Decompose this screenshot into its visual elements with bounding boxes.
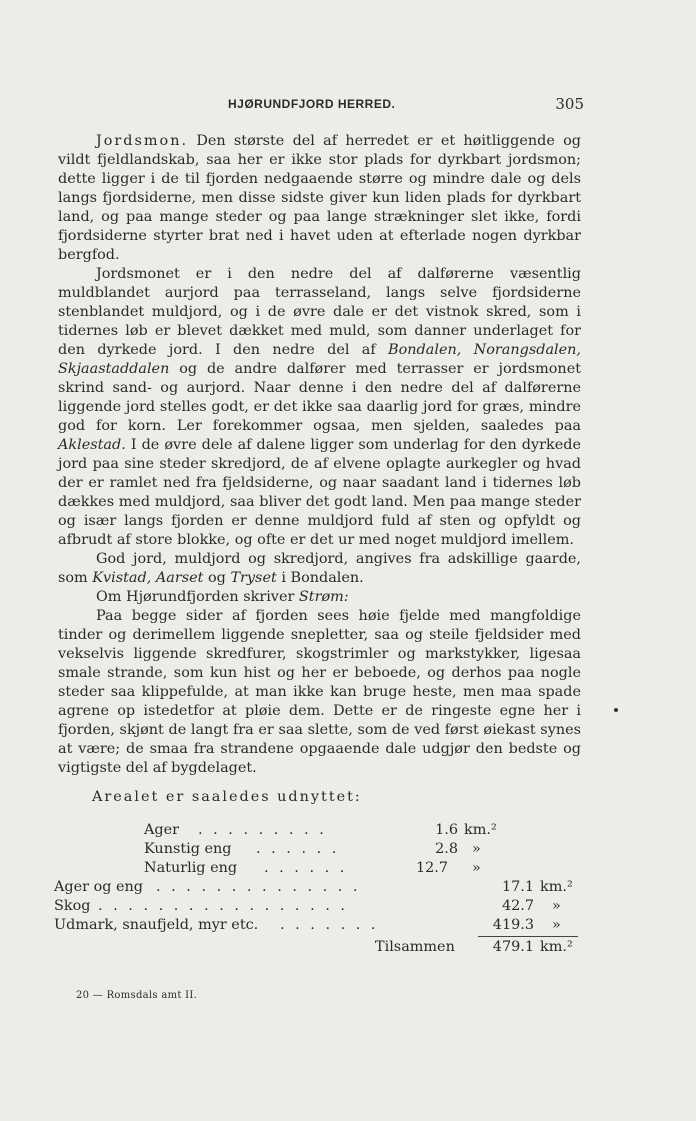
table-row [54, 878, 581, 897]
place-names: Bondalen, Norangsdalen, Skjaastaddalen [58, 342, 581, 377]
paragraph-text: Jordsmonet er i den nedre del af dalførerne væsentlig muldblandet aurjord paa terrasseland, langs selve fjordsiderne stenblandet muldjord, og i de øvre dale er det vistnok skred, som i tidernes løb er blevet dækket med muld, som danner underlaget for den dyrkede jord. I den nedre del af [58, 266, 581, 358]
land-use-table [54, 821, 581, 957]
table-row [54, 916, 581, 935]
row-label: Ager og eng [54, 879, 144, 896]
row-value: 17.1 [501, 879, 534, 896]
paragraph-text: God jord, muldjord og skredjord, angives fra adskillige gaarde, som [58, 551, 581, 586]
table-total-row [58, 938, 581, 957]
margin-mark [614, 708, 618, 712]
row-leader: . . . . . . . [280, 917, 379, 934]
paragraph-good-soil [58, 550, 581, 588]
paragraph-text: Om Hjørundfjorden skriver [96, 589, 299, 605]
table-row [54, 897, 581, 916]
row-label: Ager [144, 822, 179, 839]
row-value: 419.3 [492, 917, 534, 934]
row-value: 12.7 [415, 860, 448, 877]
total-value: 479.1 [492, 939, 534, 956]
section-lead: Jordsmon. [96, 133, 189, 149]
paragraph-text: Den største del af herredet er et høitliggende og vildt fjeldlandskab, saa her er ikke stor plads for dyrkbart jordsmon; dette ligger i de til fjorden nedgaaende større og mindre dale og dels langs fjordsiderne, men disse sidste giver kun liden plads for dyrkbart land, og paa mange steder og paa lange strækninger slet ikke, fordi fjordsiderne styrter brat ned i havet uden at efterlade nogen dyrkbar bergfod. [58, 133, 581, 263]
paragraph-text: i Bondalen. [276, 570, 364, 586]
body-text [54, 132, 581, 957]
total-unit: km.² [540, 939, 573, 956]
place-name: Aklestad. [58, 437, 126, 453]
paragraph-text: I de øvre dele af dalene ligger som underlag for den dyrkede jord paa sine steder skredjord, de af elvene oplagte aurkegler og hvad der er ramlet ned fra fjeldsiderne, og naar saadant land i tidernes løb dækkes med muldjord, saa bliver det godt land. Men paa mange steder og især langs fjorden er denne muldjord fuld af sten og opfyldt og afbrudt af store blokke, og ofte er det ur med noget muldjord imellem. [58, 437, 581, 548]
row-value: 2.8 [435, 841, 458, 858]
place-name: Tryset [230, 570, 277, 586]
row-unit: » [472, 860, 481, 877]
row-unit: » [552, 898, 561, 915]
row-leader: . . . . . . . . . [198, 822, 327, 839]
row-value: 1.6 [435, 822, 458, 839]
row-unit: » [552, 917, 561, 934]
row-unit: » [472, 841, 481, 858]
table-heading: Arealet er saaledes udnyttet: [92, 789, 362, 805]
page-number: 305 [555, 95, 584, 113]
row-leader: . . . . . . . . . . . . . . [156, 879, 361, 896]
paragraph-quote: Paa begge sider af fjorden sees høie fjelde med mangfoldige tinder og derimellem liggende snepletter, saa og steile fjeldsider med vekselvis liggende skredfurer, skogstrimler og markstykker, ligesaa smale strande, som kun hist og her er beboede, og derhos paa nogle steder saa klippefulde, at man ikke kan bruge heste, men maa spade agrene op istedetfor at pløie dem. Dette er de ringeste egne her i fjorden, skjønt de langt fra er saa slette, som de ved først øiekast synes at være; de smaa fra strandene opgaaende dale udgjør den bedste og vigtigste del af bygdelaget. [58, 608, 581, 776]
header-title: HJØRUNDFJORD HERRED. [228, 97, 396, 111]
place-names: Kvistad, Aarset [92, 570, 204, 586]
row-value: 42.7 [501, 898, 534, 915]
paragraph-text: og [203, 570, 231, 586]
row-unit: km.² [540, 879, 573, 896]
row-label: Naturlig eng [144, 860, 238, 877]
paragraph-jordsmon [58, 132, 581, 265]
row-leader: . . . . . . . . . . . . . . . . . [98, 898, 348, 915]
paragraph-text: og de andre dalfører med terrasser er jordsmonet skrind sand- og aurjord. Naar denne i den nedre del af dalførerne liggende jord stelles godt, er det ikke saa daarlig jord for græs, mindre god for korn. Ler forekommer ogsaa, men sjelden, saaledes paa [58, 361, 581, 434]
row-label: Skog [54, 898, 91, 915]
running-header [58, 97, 584, 117]
row-leader: . . . . . . [264, 860, 348, 877]
table-row [58, 859, 581, 878]
author-name: Strøm: [298, 589, 349, 605]
row-label: Udmark, snaufjeld, myr etc. [54, 917, 259, 934]
paragraph-soil-description [58, 265, 581, 550]
signature-footnote: 20 — Romsdals amt II. [76, 990, 198, 1001]
paragraph-strom-intro [58, 588, 581, 607]
table-row [58, 821, 581, 840]
total-label: Tilsammen [375, 939, 455, 956]
row-label: Kunstig eng [144, 841, 232, 858]
row-unit: km.² [464, 822, 497, 839]
total-rule [478, 936, 578, 937]
row-leader: . . . . . . [256, 841, 340, 858]
table-row [58, 840, 581, 859]
